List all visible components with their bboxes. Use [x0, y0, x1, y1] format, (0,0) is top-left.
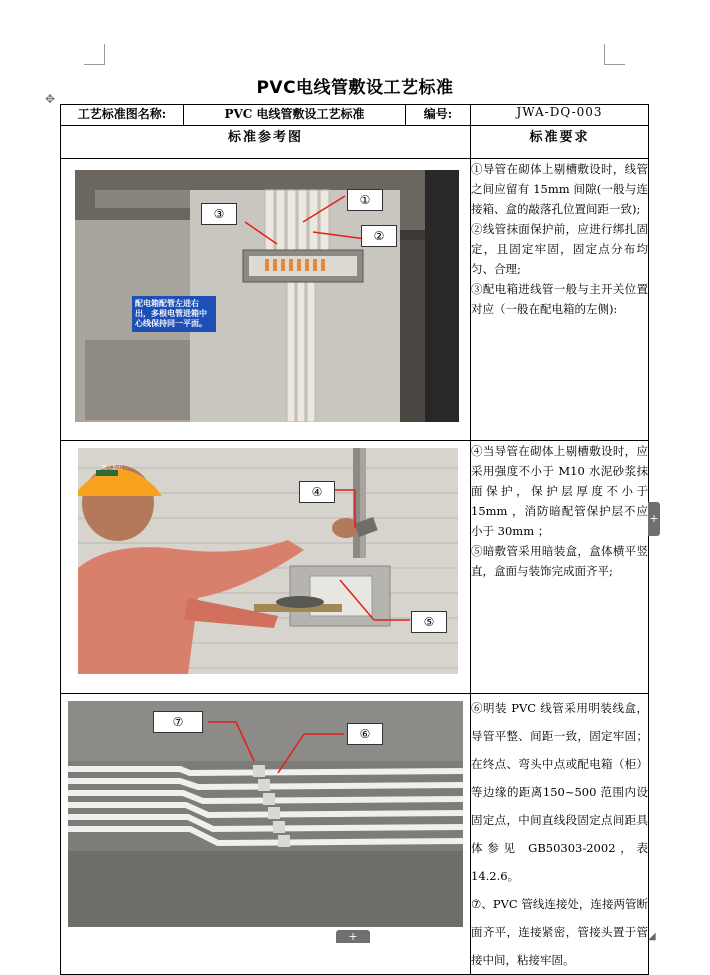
requirement-4: ④当导管在砌体上剔槽敷设时，应采用强度不小于 M10 水泥砂浆抹面保护，保护层厚度不小于 15mm ，消防暗配管保护层不应小于 30mm ；	[471, 444, 648, 538]
resize-corner-icon[interactable]: ◢	[648, 931, 656, 942]
reference-column-header: 标准参考图	[61, 126, 471, 159]
requirement-3: ③配电箱进线管一般与主开关位置对应（一般在配电箱的左侧):	[471, 282, 648, 316]
name-label: 工艺标准图名称:	[61, 105, 184, 126]
reference-image-cell-2	[61, 441, 471, 694]
requirement-6: ⑥明装 PVC 线管采用明装线盒，导管平整、间距一致，固定牢固；在终点、弯头中点或配电箱（柜）等边缘的距离150~500 范围内设固定点，中间直线段固定点间距具体参见 GB50303-2002，表 14.2.6。	[471, 701, 648, 883]
callout-1: ①	[347, 189, 383, 211]
callout-3: ③	[201, 203, 237, 225]
requirements-cell-3	[471, 694, 649, 975]
bottom-expand-tab[interactable]: +	[336, 930, 370, 943]
move-handle-icon[interactable]: ✥	[45, 92, 56, 106]
callout-7: ⑦	[153, 711, 203, 733]
photo-sign-text: 配电箱配管左进右出，多根电管进箱中心线保持同一平面。	[135, 299, 207, 328]
requirements-cell-1	[471, 159, 649, 441]
crop-mark-top-right	[604, 44, 625, 65]
name-value: PVC 电线管敷设工艺标准	[184, 105, 406, 126]
callout-6: ⑥	[347, 723, 383, 745]
photo-distribution-box	[75, 170, 459, 422]
photo-worker-plastering	[78, 448, 458, 674]
requirement-7: ⑦、PVC 管线连接处，连接两管断面齐平，连接紧密，管接头置于管接中间，粘接牢固。	[471, 897, 648, 967]
crop-mark-top-left	[84, 44, 105, 65]
side-expand-tab[interactable]: +	[648, 502, 660, 536]
requirements-cell-2	[471, 441, 649, 694]
callout-4: ④	[299, 481, 335, 503]
code-label: 编号:	[406, 105, 471, 126]
code-value: JWA-DQ-003	[471, 105, 649, 126]
callout-5: ⑤	[411, 611, 447, 633]
page-title: PVC电线管敷设工艺标准	[256, 78, 454, 98]
standard-table	[60, 104, 649, 975]
helmet-text: 建工集团	[101, 465, 122, 471]
reference-image-cell-1	[61, 159, 471, 441]
reference-image-cell-3	[61, 694, 471, 975]
requirement-2: ②线管抹面保护前，应进行绑扎固定，且固定牢固，固定点分布均匀、合理;	[471, 222, 648, 276]
callout-2: ②	[361, 225, 397, 247]
requirement-5: ⑤暗敷管采用暗装盒，盒体横平竖直，盒面与装饰完成面齐平;	[471, 544, 648, 578]
requirements-column-header: 标准要求	[471, 126, 649, 159]
requirement-1: ①导管在砌体上剔槽敷设时，线管之间应留有 15mm 间隙(一般与连接箱、盒的敲落孔位置间距一致);	[471, 162, 648, 216]
photo-surface-conduits	[68, 701, 463, 927]
